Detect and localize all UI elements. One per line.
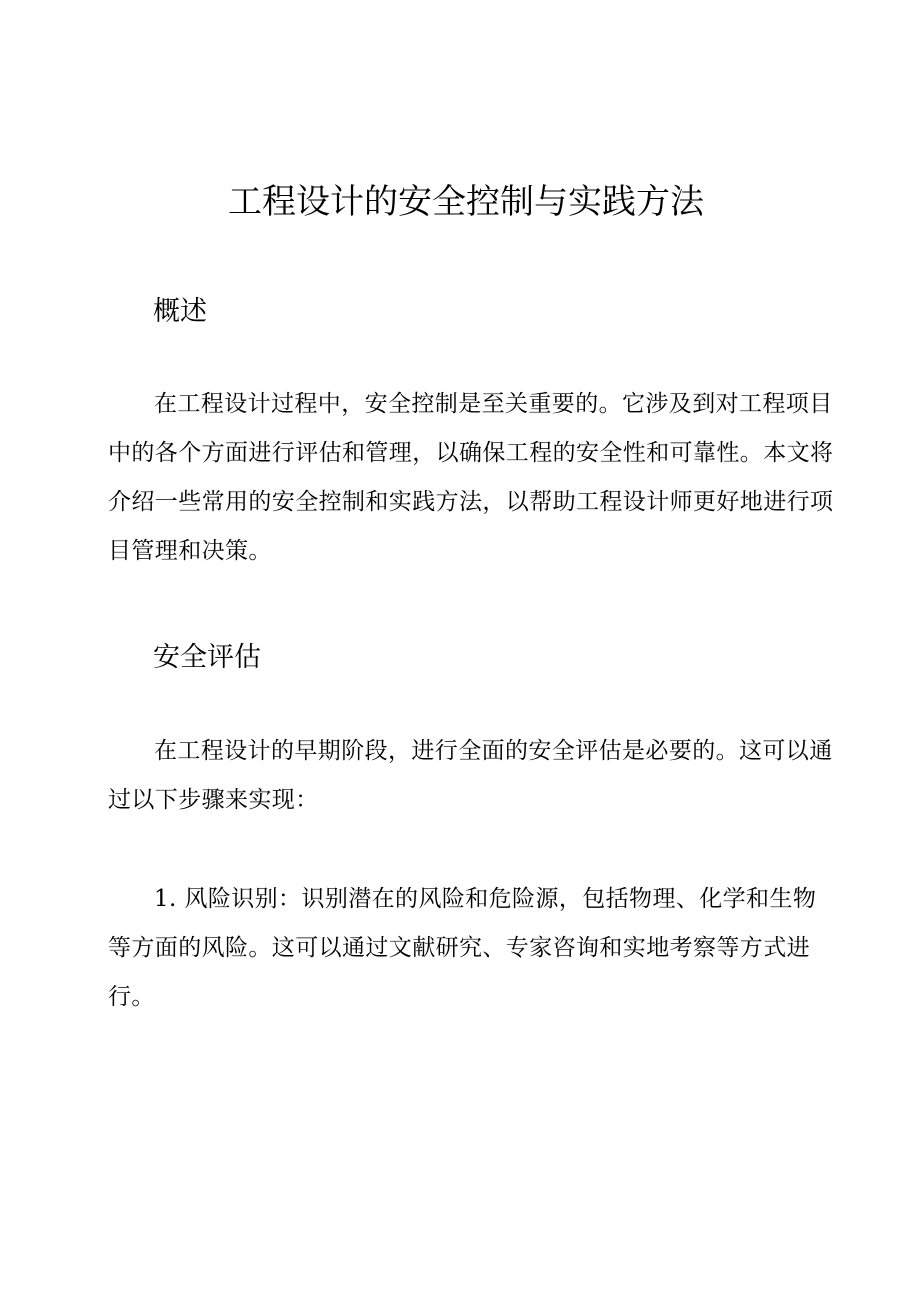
section-heading-safety-assessment: 安全评估 — [153, 642, 261, 673]
safety-assessment-paragraph: 在工程设计的早期阶段，进行全面的安全评估是必要的。这可以通过以下步骤来实现： — [108, 738, 833, 813]
section-heading-overview: 概述 — [153, 296, 207, 327]
risk-identification-paragraph: 1. 风险识别：识别潜在的风险和危险源，包括物理、化学和生物等方面的风险。这可以通过文献研究、专家咨询和实地考察等方式进行。 — [108, 886, 817, 1010]
overview-paragraph: 在工程设计过程中，安全控制是至关重要的。它涉及到对工程项目中的各个方面进行评估和管理，以确保工程的安全性和可靠性。本文将介绍一些常用的安全控制和实践方法，以帮助工程设计师更好地进行项目管理和决策。 — [108, 391, 834, 564]
document-title: 工程设计的安全控制与实践方法 — [228, 182, 704, 222]
